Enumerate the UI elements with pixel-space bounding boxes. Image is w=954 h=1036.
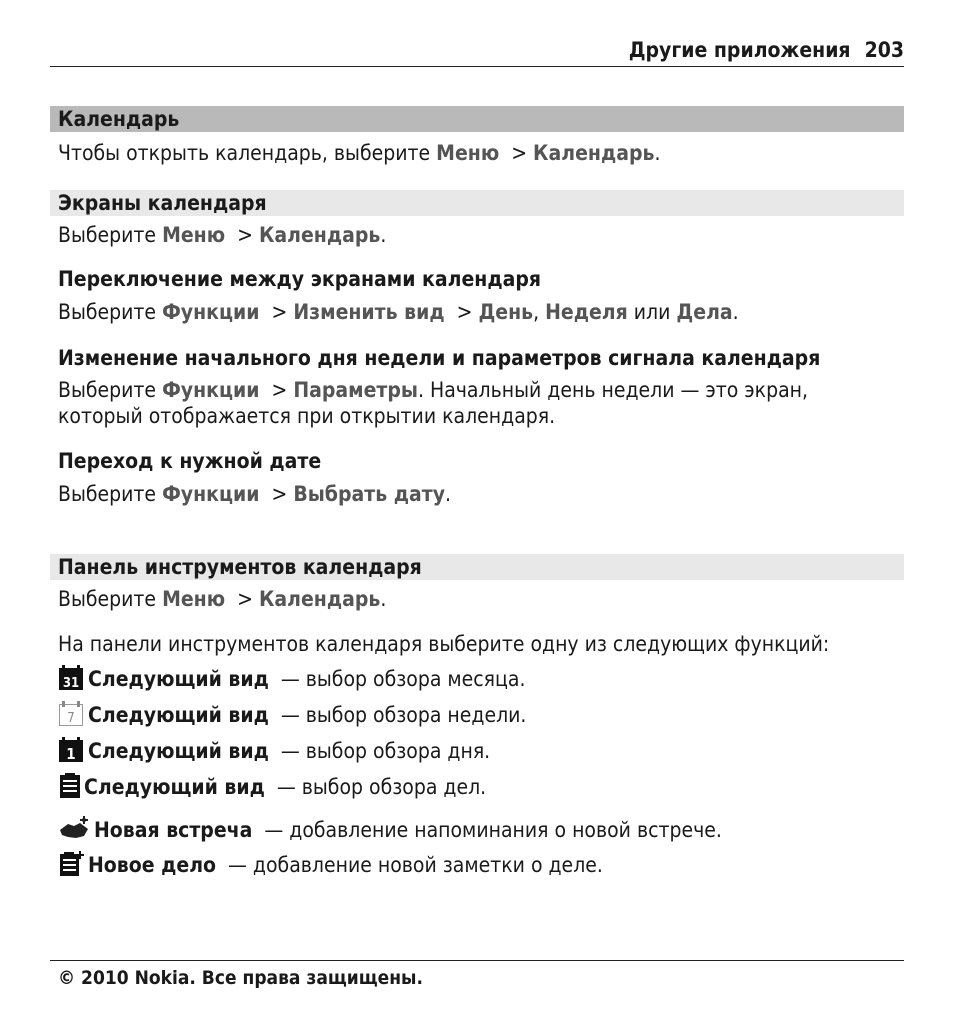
- switching-title: Переключение между экранами календаря: [58, 267, 541, 291]
- goto-date-text: Выберите Функции > Выбрать дату.: [58, 482, 452, 506]
- change-start-text-2: который отображается при открытии календаря.: [58, 404, 556, 428]
- todo-list-icon: [58, 773, 82, 799]
- toolbar-heading: Панель инструментов календаря: [50, 554, 904, 580]
- toolbar-item-new-todo: Новое дело — добавление новой заметки о деле.: [58, 851, 603, 878]
- day-calendar-icon: [58, 737, 84, 763]
- switching-text: Выберите Функции > Изменить вид > День, Неделя или Дела.: [58, 300, 739, 324]
- toolbar-intro: На панели инструментов календаря выберите одну из следующих функций:: [58, 632, 830, 656]
- svg-text:7: 7: [67, 711, 75, 726]
- toolbar-item-month: 31 Следующий вид — выбор обзора месяца.: [58, 665, 525, 692]
- toolbar-item-new-meeting: Новая встреча — добавление напоминания о новой встрече.: [58, 816, 722, 843]
- new-todo-icon: [58, 851, 84, 877]
- change-start-text: Выберите Функции > Параметры. Начальный день недели — это экран,: [58, 378, 809, 402]
- page-header: [50, 36, 904, 67]
- copyright: © 2010 Nokia. Все права защищены.: [58, 967, 423, 989]
- screens-select: Выберите Меню > Календарь.: [58, 223, 387, 247]
- svg-text:1: 1: [66, 745, 76, 763]
- new-meeting-icon: [58, 816, 90, 842]
- month-calendar-icon: [58, 665, 84, 691]
- calendar-intro: Чтобы открыть календарь, выберите Меню > Календарь.: [58, 141, 661, 165]
- screens-heading: Экраны календаря: [50, 190, 904, 216]
- page-footer: [50, 960, 904, 991]
- calendar-heading: Календарь: [50, 106, 904, 132]
- goto-date-title: Переход к нужной дате: [58, 449, 322, 473]
- toolbar-select: Выберите Меню > Календарь.: [58, 587, 387, 611]
- week-calendar-icon: [58, 701, 84, 727]
- toolbar-item-day: 1 Следующий вид — выбор обзора дня.: [58, 737, 490, 764]
- toolbar-item-todo: Следующий вид — выбор обзора дел.: [58, 773, 486, 800]
- page-number: 203: [864, 38, 904, 62]
- change-start-title: Изменение начального дня недели и параметров сигнала календаря: [58, 346, 821, 370]
- toolbar-item-week: 7 Следующий вид — выбор обзора недели.: [58, 701, 526, 728]
- section-title: Другие приложения: [628, 38, 851, 62]
- svg-text:31: 31: [62, 676, 80, 691]
